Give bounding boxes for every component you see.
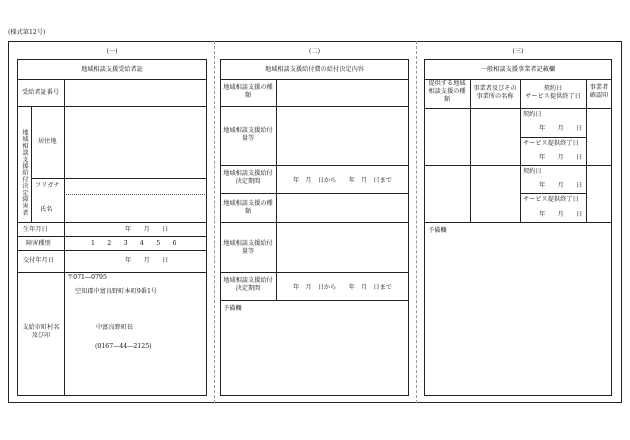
contract-date-value-1: 年 月 日: [539, 125, 583, 132]
divider: [220, 300, 409, 301]
name-label: 氏名: [40, 206, 53, 213]
divider: [17, 106, 207, 107]
contract-date-label-1: 契約日: [523, 111, 542, 118]
divider: [220, 106, 409, 107]
divider: [17, 79, 207, 80]
issue-date-value: 年 月 日: [125, 257, 169, 264]
service-end-value-1: 年 月 日: [539, 154, 583, 161]
person-group-label: 地域相談支援給付決定障害者: [21, 129, 28, 217]
panel-3-number: (三): [512, 48, 524, 55]
col-service-end: サービス提供終了日: [525, 93, 581, 100]
support-amount-label-2: 地域相談支援給付量等: [223, 240, 273, 256]
fold-line-1: [214, 41, 215, 403]
divider: [17, 222, 207, 223]
issue-date-label: 交付年月日: [23, 257, 54, 264]
issuer-street-address: 空知郡中富良野町本町9番1号: [75, 288, 158, 295]
disability-label: 障害種別: [26, 240, 51, 247]
panel-2-title: 地域相談支援給付費の給付決定内容: [265, 66, 364, 73]
col-support-type: 提供する地域相談支援の種類: [428, 80, 466, 104]
divider: [424, 165, 612, 166]
divider: [220, 79, 409, 80]
form-label: (様式第12号): [8, 29, 46, 36]
dotted-divider: [64, 194, 207, 195]
issuer-label: 支給市町村名及び印: [22, 324, 60, 340]
col-provider-name: 事業者及びその事業所の名称: [473, 85, 517, 101]
fold-line-2: [416, 41, 417, 403]
divider: [17, 272, 207, 273]
disability-values: 1 2 3 4 5 6: [91, 240, 177, 247]
divider: [470, 79, 471, 222]
panel-2-remarks-label: 予備欄: [223, 305, 242, 312]
divider: [17, 236, 207, 237]
divider: [64, 79, 65, 396]
support-type-label-1: 地域相談支援の種類: [223, 84, 273, 100]
issuer-phone: (0167―44―2125): [95, 343, 152, 350]
contract-date-label-2: 契約日: [523, 168, 542, 175]
service-end-label-2: サービス提供終了日: [523, 196, 579, 203]
decision-period-value-2: 年 月 日から 年 月 日まで: [293, 284, 392, 291]
divider: [276, 79, 277, 300]
support-amount-label-1: 地域相談支援給付量等: [223, 127, 273, 143]
decision-period-label-1: 地域相談支援給付決定期間: [223, 170, 273, 186]
furigana-label: フリガナ: [35, 182, 60, 189]
support-type-label-2: 地域相談支援の種類: [223, 200, 273, 216]
contract-date-value-2: 年 月 日: [539, 182, 583, 189]
service-end-label-1: サービス提供終了日: [523, 140, 579, 147]
panel-3-remarks-label: 予備欄: [428, 227, 447, 234]
divider: [31, 178, 207, 179]
cert-number-label: 受給者証番号: [22, 89, 60, 96]
decision-period-value-1: 年 月 日から 年 月 日まで: [293, 177, 392, 184]
issuer-mayor: 中富良野町長: [96, 324, 134, 331]
birth-label: 生年月日: [23, 226, 48, 233]
service-end-value-2: 年 月 日: [539, 211, 583, 218]
divider: [220, 165, 409, 166]
divider: [586, 79, 587, 222]
divider: [220, 272, 409, 273]
panel-3-title: 一般相談支援事業者記載欄: [480, 66, 556, 73]
panel-1-number: (一): [106, 48, 118, 55]
divider: [520, 137, 586, 138]
panel-3-frame: [424, 59, 612, 396]
divider: [220, 222, 409, 223]
divider: [424, 108, 612, 109]
col-contract-date: 契約日: [543, 85, 563, 92]
divider: [17, 250, 207, 251]
divider: [424, 222, 612, 223]
panel-2-number: (二): [308, 48, 320, 55]
panel-2-frame: [220, 59, 409, 396]
birth-value: 年 月 日: [125, 226, 169, 233]
decision-period-label-2: 地域相談支援給付決定期間: [223, 277, 273, 293]
divider: [31, 106, 32, 222]
address-label: 居住地: [38, 138, 57, 145]
postal-code: 〒071―0795: [67, 274, 107, 281]
col-provider-stamp: 事業者確認印: [589, 84, 609, 100]
divider: [520, 193, 586, 194]
divider: [220, 193, 409, 194]
panel-1-title: 地域相談支援受給者証: [81, 66, 143, 73]
